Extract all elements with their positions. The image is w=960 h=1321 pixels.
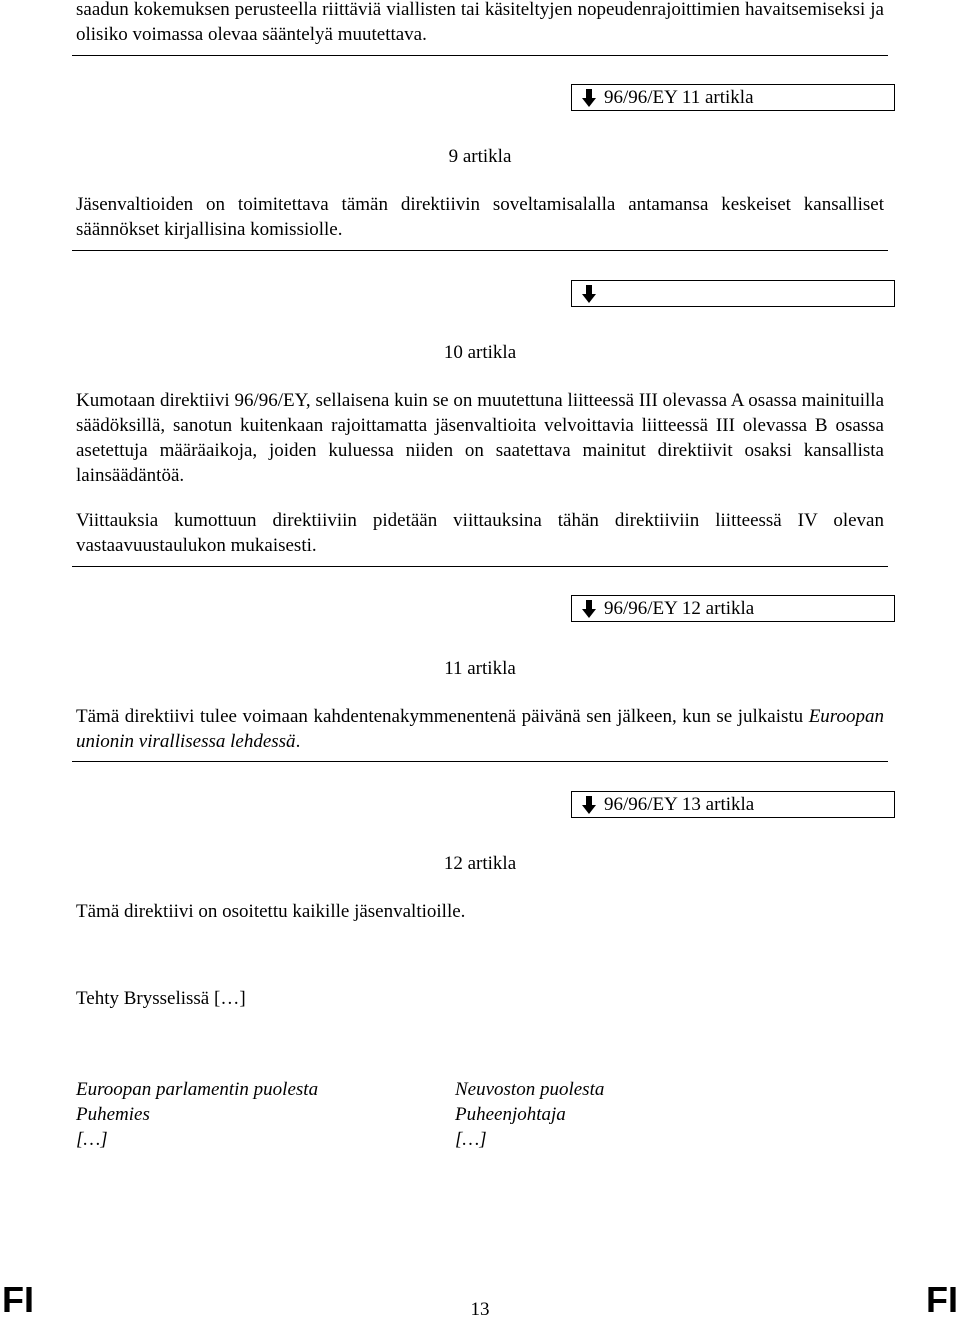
- footer-language-code-left: FI: [2, 1279, 34, 1320]
- article-heading: 11 artikla: [444, 658, 516, 679]
- article-paragraph: Kumotaan direktiivi 96/96/EY, sellaisena kuin se on muutettuna liitteessä III olevassa A osassa mainituilla säädöksillä, sanotun kuitenkaan rajoittamatta jäsenvaltioita velvoittavia liitteessä III olevassa B osassa asetettuja määräaikoja, joiden kuluessa niiden on saatettava mainitut direktiivit osaksi kansallista lainsäädäntöä.: [76, 390, 884, 486]
- article-paragraph: Tämä direktiivi on osoitettu kaikille jäsenvaltioille.: [76, 901, 466, 922]
- down-arrow-icon: [582, 285, 596, 303]
- reference-label: 96/96/EY 12 artikla: [604, 597, 755, 619]
- section-divider: [72, 55, 888, 56]
- article-paragraph: Viittauksia kumottuun direktiiviin pidetään viittauksina tähän direktiiviin liitteessä IV olevan vastaavuustaulukon mukaisesti.: [76, 510, 884, 556]
- section-divider: [72, 250, 888, 251]
- journal-title: Euroopan unionin virallisessa lehdessä: [76, 706, 884, 752]
- article-paragraph: [76, 704, 884, 754]
- signature-name: […]: [76, 1129, 108, 1150]
- reference-label: 96/96/EY 11 artikla: [604, 86, 754, 108]
- signature-title: Puheenjohtaja: [455, 1104, 566, 1125]
- signature-institution: Euroopan parlamentin puolesta: [76, 1079, 319, 1100]
- article-heading: 9 artikla: [448, 146, 512, 167]
- down-arrow-icon: [582, 796, 596, 814]
- signature-block-parliament: [76, 1077, 318, 1152]
- down-arrow-icon: [582, 600, 596, 618]
- signature-institution: Neuvoston puolesta: [455, 1079, 605, 1100]
- reference-box: [571, 280, 895, 307]
- article-heading: 12 artikla: [443, 853, 517, 874]
- paragraph-end: .: [295, 731, 301, 752]
- signature-title: Puhemies: [76, 1104, 150, 1125]
- article-paragraph: Jäsenvaltioiden on toimitettava tämän direktiivin soveltamisalalla antamansa keskeiset kansalliset säännökset kirjallisina komissiolle.: [76, 194, 884, 240]
- reference-box: [571, 84, 895, 111]
- signature-name: […]: [455, 1129, 487, 1150]
- reference-box: [571, 791, 895, 818]
- closing-place: Tehty Brysselissä […]: [76, 988, 246, 1009]
- intro-paragraph: saadun kokemuksen perusteella riittäviä viallisten tai käsiteltyjen nopeudenrajoittimien havaitsemiseksi ja olisiko voimassa olevaa sääntelyä muutettava.: [76, 0, 884, 45]
- down-arrow-icon: [582, 89, 596, 107]
- footer-language-code-right: FI: [926, 1279, 958, 1320]
- page-number: 13: [470, 1299, 490, 1320]
- signature-block-council: [455, 1077, 604, 1152]
- article-heading: 10 artikla: [443, 342, 517, 363]
- reference-label: 96/96/EY 13 artikla: [604, 793, 755, 815]
- paragraph-text: Tämä direktiivi tulee voimaan kahdentenakymmenentenä päivänä sen jälkeen, kun se julkaistu: [76, 706, 809, 727]
- reference-box: [571, 595, 895, 622]
- section-divider: [72, 761, 888, 762]
- section-divider: [72, 566, 888, 567]
